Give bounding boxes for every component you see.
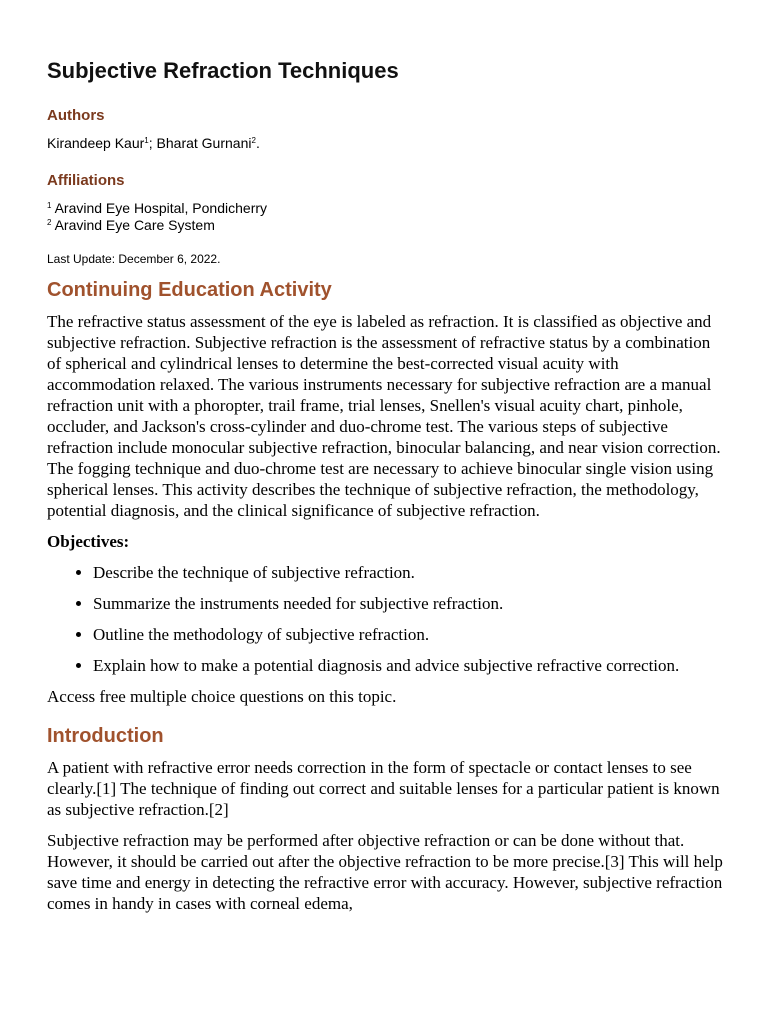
affiliation-marker: 2 xyxy=(47,218,52,227)
affiliation-item xyxy=(47,200,723,217)
list-item: • Explain how to make a potential diagnosis and advice subjective refractive correction. xyxy=(93,655,723,676)
affiliation-marker: 1 xyxy=(47,201,52,210)
last-update: Last Update: December 6, 2022. xyxy=(47,252,221,266)
authors-heading: Authors xyxy=(47,107,105,124)
affiliation-item xyxy=(47,217,723,234)
objectives-list xyxy=(47,562,723,676)
author-affiliation-marker: 2 xyxy=(251,136,256,145)
author-separator: . xyxy=(255,135,260,151)
author-separator: ; xyxy=(148,135,157,151)
paragraph: The refractive status assessment of the eye is labeled as refraction. It is classified as objective and subjective refraction. Subjective refraction is the assessment of refractive status by a combination of spherical and cylindrical lenses to determine the best-corrected visual acuity with accommodation relaxed. The various instruments necessary for subjective refraction are a manual refraction unit with a phoropter, trail frame, trial lenses, Snellen's visual acuity chart, pinhole, occluder, and Jackson's cross-cylinder and duo-chrome test. The various steps of subjective refraction include monocular subjective refraction, binocular balancing, and near vision correction. The fogging technique and duo-chrome test are necessary to achieve binocular single vision using spherical lenses. This activity describes the technique of subjective refraction, the methodology, potential diagnosis, and the clinical significance of subjective refraction. xyxy=(47,312,721,520)
section-heading-introduction: Introduction xyxy=(47,725,164,747)
author-name: Bharat Gurnani xyxy=(156,135,252,151)
author-list xyxy=(47,135,723,152)
authors-section xyxy=(47,107,723,152)
author-affiliation-marker: 1 xyxy=(144,136,149,145)
list-item: • Outline the methodology of subjective refraction. xyxy=(93,624,723,645)
paragraph: Subjective refraction may be performed after objective refraction or can be done without that. However, it should be carried out after the objective refraction to be more precise.[3] This will help save time and energy in detecting the refractive error with accuracy. However, subjective refraction comes in handy in cases with corneal edema, xyxy=(47,831,723,913)
section-heading-continuing-education: Continuing Education Activity xyxy=(47,279,332,301)
affiliations-section xyxy=(47,172,723,234)
affiliation-text: Aravind Eye Care System xyxy=(54,217,215,233)
affiliation-text: Aravind Eye Hospital, Pondicherry xyxy=(54,200,268,216)
article-page xyxy=(47,56,723,924)
article-title: Subjective Refraction Techniques xyxy=(47,58,399,83)
mcq-link[interactable]: Access free multiple choice questions on this topic. xyxy=(47,687,397,706)
list-item: • Summarize the instruments needed for subjective refraction. xyxy=(93,593,723,614)
objectives-label: Objectives: xyxy=(47,532,130,551)
affiliations-heading: Affiliations xyxy=(47,172,125,189)
paragraph: A patient with refractive error needs correction in the form of spectacle or contact lenses to see clearly.[1] The technique of finding out correct and suitable lenses for a particular patient is known as subjective refraction.[2] xyxy=(47,758,720,819)
list-item: • Describe the technique of subjective refraction. xyxy=(93,562,723,583)
author-name: Kirandeep Kaur xyxy=(47,135,145,151)
